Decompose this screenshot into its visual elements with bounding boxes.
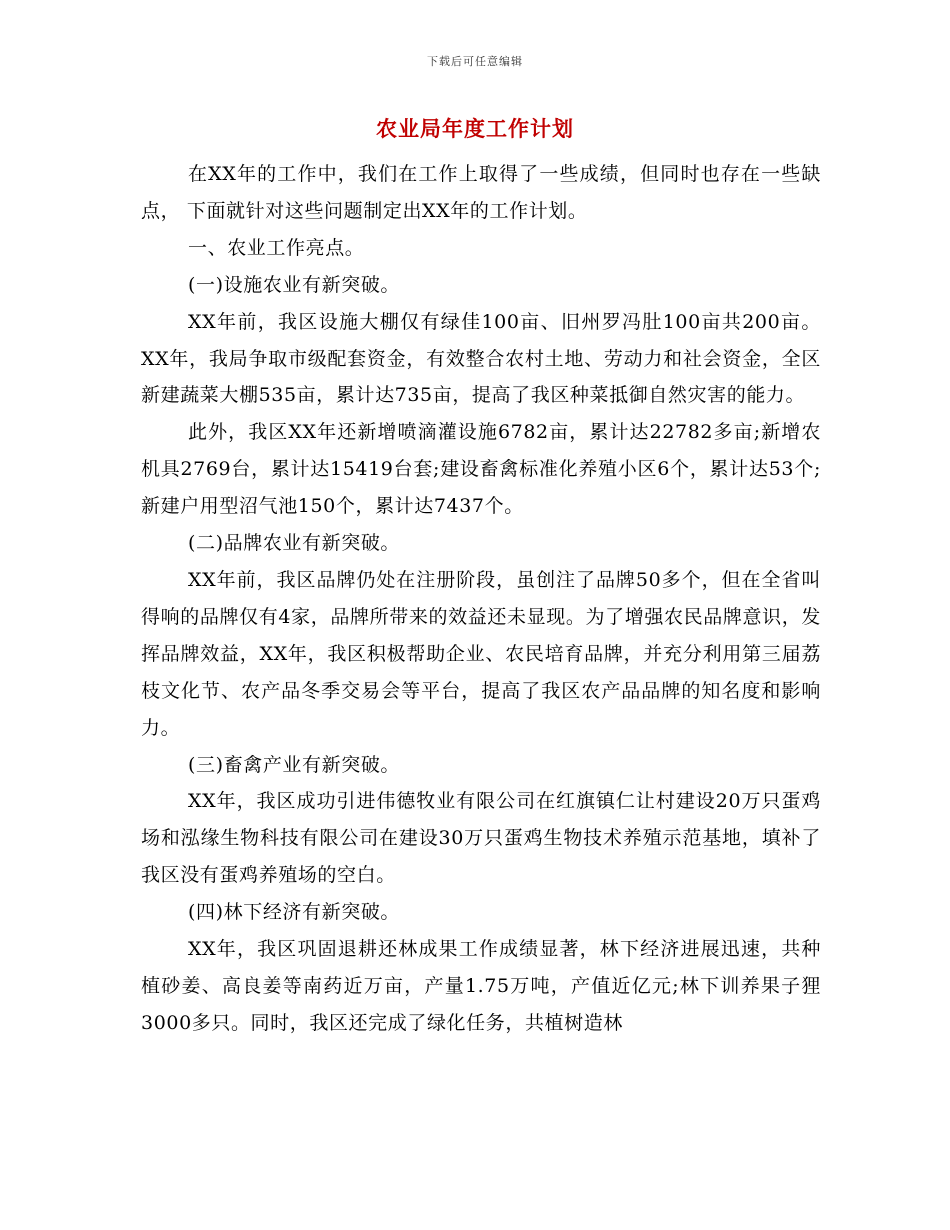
paragraph-intro: 在XX年的工作中，我们在工作上取得了一些成绩，但同时也存在一些缺点， 下面就针对这些问题制定出XX年的工作计划。: [141, 163, 821, 222]
document-title: 农业局年度工作计划: [376, 116, 574, 141]
paragraph: XX年前，我区品牌仍处在注册阶段，虽创注了品牌50多个，但在全省叫得响的品牌仅有4家，品牌所带来的效益还未显现。为了增强农民品牌意识，发挥品牌效益，XX年，我区积极帮助企业、农民培育品牌，并充分利用第三届荔枝文化节、农产品冬季交易会等平台，提高了我区农产品品牌的知名度和影响力。: [141, 568, 821, 739]
subsection-heading: (二)品牌农业有新突破。: [188, 532, 401, 555]
subsection-heading: (四)林下经济有新突破。: [188, 901, 401, 924]
paragraph: XX年，我区巩固退耕还林成果工作成绩显著，林下经济进展迅速，共种植砂姜、高良姜等南药近万亩，产量1.75万吨，产值近亿元;林下训养果子狸3000多只。同时，我区还完成了绿化任务，共植树造林: [141, 938, 821, 1034]
subsection-heading: (一)设施农业有新突破。: [188, 273, 401, 296]
header-note: 下载后可任意编辑: [427, 55, 523, 68]
section-heading: 一、农业工作亮点。: [188, 236, 365, 259]
paragraph: XX年前，我区设施大棚仅有绿佳100亩、旧州罗冯肚100亩共200亩。XX年，我局争取市级配套资金，有效整合农村土地、劳动力和社会资金，全区新建蔬菜大棚535亩，累计达735亩，提高了我区种菜抵御自然灾害的能力。: [141, 310, 821, 407]
subsection-heading: (三)畜禽产业有新突破。: [188, 753, 401, 776]
paragraph: XX年，我区成功引进伟德牧业有限公司在红旗镇仁让村建设20万只蛋鸡场和泓缘生物科技有限公司在建设30万只蛋鸡生物技术养殖示范基地，填补了我区没有蛋鸡养殖场的空白。: [141, 790, 821, 887]
paragraph: 此外，我区XX年还新增喷滴灌设施6782亩，累计达22782多亩;新增农机具2769台，累计达15419台套;建设畜禽标准化养殖小区6个，累计达53个;新建户用型沼气池150个，累计达7437个。: [141, 421, 821, 518]
document-body: [141, 156, 821, 1042]
